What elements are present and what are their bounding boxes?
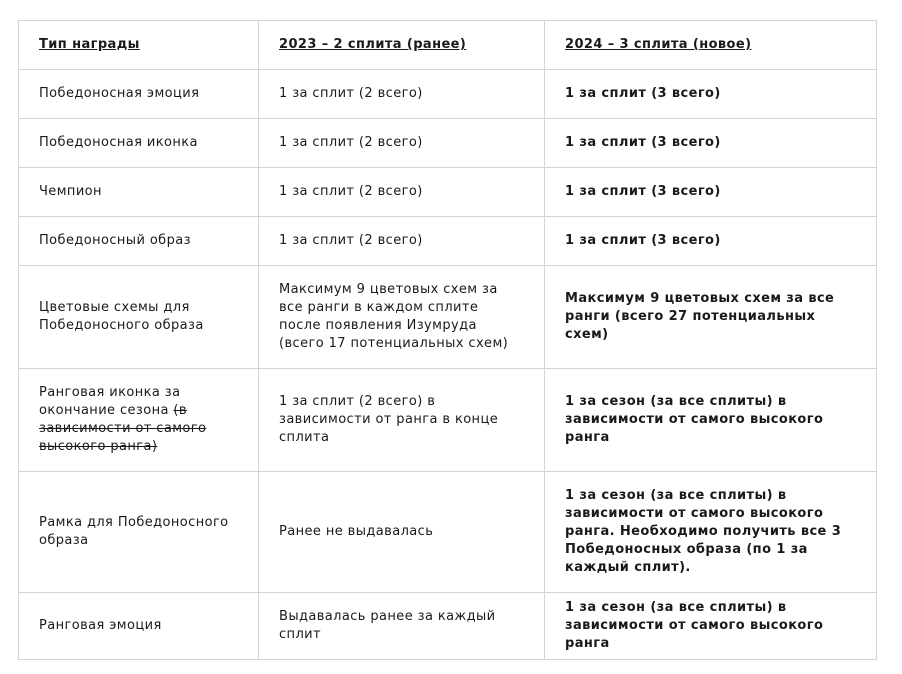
rewards-comparison-table-container xyxy=(18,20,876,660)
reward-type-cell: Ранговая эмоция xyxy=(19,593,259,660)
header-2024: 2024 – 3 сплита (новое) xyxy=(545,21,877,70)
reward-type-cell: Чемпион xyxy=(19,168,259,217)
old-value-cell: Ранее не выдавалась xyxy=(259,472,545,593)
table-row xyxy=(19,593,877,660)
new-value-cell: Максимум 9 цветовых схем за все ранги (всего 27 потенциальных схем) xyxy=(545,266,877,369)
old-value-cell: 1 за сплит (2 всего) в зависимости от ранга в конце сплита xyxy=(259,369,545,472)
old-value-cell: Выдавалась ранее за каждый сплит xyxy=(259,593,545,660)
reward-type-cell: Победоносная иконка xyxy=(19,119,259,168)
table-row xyxy=(19,266,877,369)
new-value-cell: 1 за сезон (за все сплиты) в зависимости от самого высокого ранга xyxy=(545,593,877,660)
old-value-cell: 1 за сплит (2 всего) xyxy=(259,217,545,266)
table-header-row xyxy=(19,21,877,70)
table-row xyxy=(19,217,877,266)
header-2023: 2023 – 2 сплита (ранее) xyxy=(259,21,545,70)
reward-type-cell: Цветовые схемы для Победоносного образа xyxy=(19,266,259,369)
rewards-comparison-table xyxy=(18,20,877,660)
old-value-cell: Максимум 9 цветовых схем за все ранги в каждом сплите после появления Изумруда (всего 17 потенциальных схем) xyxy=(259,266,545,369)
table-row xyxy=(19,369,877,472)
old-value-cell: 1 за сплит (2 всего) xyxy=(259,168,545,217)
reward-type-cell: Победоносный образ xyxy=(19,217,259,266)
struck-through-text: (в зависимости от самого высокого ранга) xyxy=(39,403,207,454)
table-row xyxy=(19,168,877,217)
new-value-cell: 1 за сезон (за все сплиты) в зависимости от самого высокого ранга. Необходимо получить все 3 Победоносных образа (по 1 за каждый сплит). xyxy=(545,472,877,593)
header-reward-type: Тип награды xyxy=(19,21,259,70)
old-value-cell: 1 за сплит (2 всего) xyxy=(259,119,545,168)
new-value-cell: 1 за сплит (3 всего) xyxy=(545,119,877,168)
old-value-cell: 1 за сплит (2 всего) xyxy=(259,70,545,119)
new-value-cell: 1 за сезон (за все сплиты) в зависимости от самого высокого ранга xyxy=(545,369,877,472)
table-row xyxy=(19,70,877,119)
reward-type-cell xyxy=(19,369,259,472)
reward-type-text: Ранговая иконка за окончание сезона xyxy=(39,385,181,418)
table-row xyxy=(19,119,877,168)
reward-type-cell: Победоносная эмоция xyxy=(19,70,259,119)
new-value-cell: 1 за сплит (3 всего) xyxy=(545,70,877,119)
new-value-cell: 1 за сплит (3 всего) xyxy=(545,168,877,217)
table-row xyxy=(19,472,877,593)
reward-type-cell: Рамка для Победоносного образа xyxy=(19,472,259,593)
new-value-cell: 1 за сплит (3 всего) xyxy=(545,217,877,266)
